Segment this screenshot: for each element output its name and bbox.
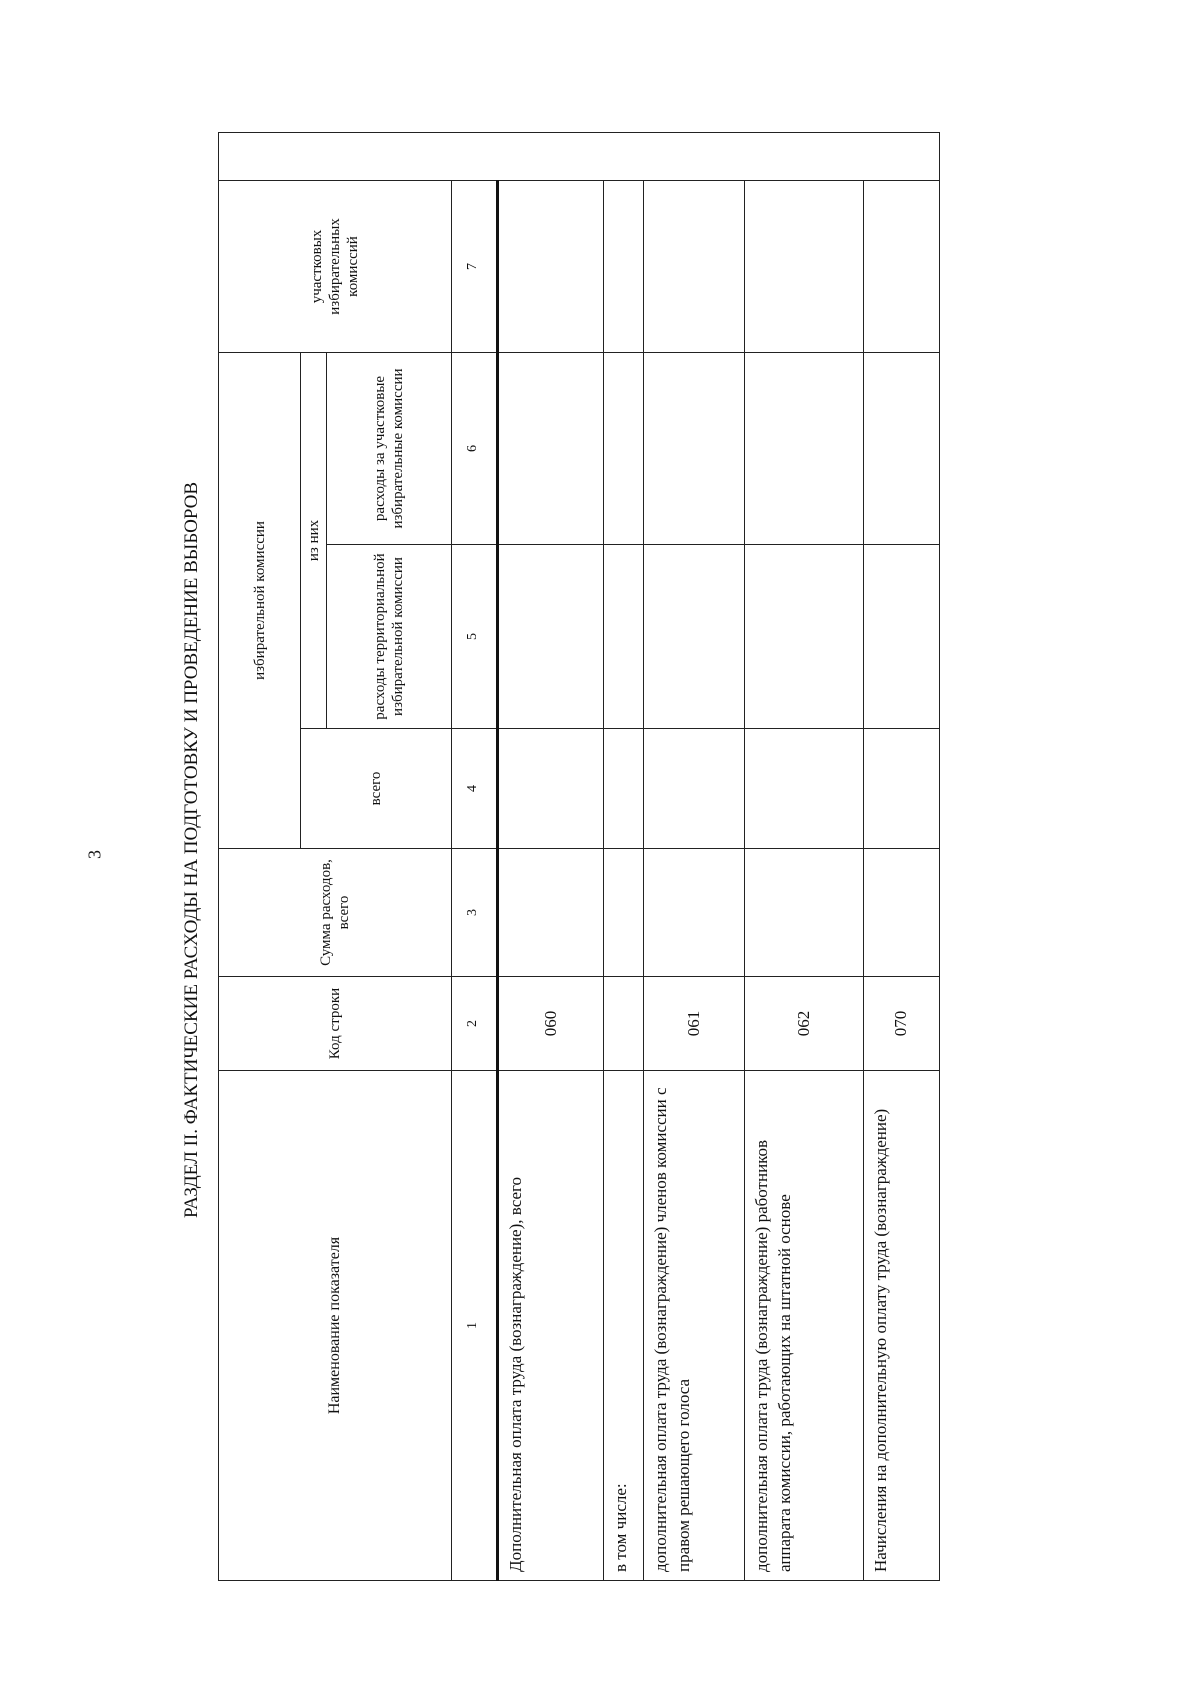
rotated-table-container bbox=[218, 133, 940, 1581]
cell bbox=[863, 180, 939, 352]
row-code: 060 bbox=[498, 977, 604, 1071]
cell bbox=[498, 352, 604, 544]
row-name: дополнительная оплата труда (вознаграждение) работников аппарата комиссии, работающих на штатной основе bbox=[745, 1071, 863, 1581]
column-number-5: 5 bbox=[451, 545, 498, 729]
cell bbox=[498, 849, 604, 977]
header-precinct-expenses: расходы за участковые избирательные комиссии bbox=[326, 352, 451, 544]
section-title-text: РАЗДЕЛ II. ФАКТИЧЕСКИЕ РАСХОДЫ НА ПОДГОТОВКУ И ПРОВЕДЕНИЕ ВЫБОРОВ bbox=[181, 481, 202, 1219]
cell bbox=[643, 180, 744, 352]
cell bbox=[863, 352, 939, 544]
cell bbox=[643, 849, 744, 977]
cell bbox=[745, 849, 863, 977]
table-row bbox=[603, 132, 643, 1580]
cell bbox=[745, 352, 863, 544]
cell bbox=[863, 849, 939, 977]
column-number-1: 1 bbox=[451, 1071, 498, 1581]
column-number-2: 2 bbox=[451, 977, 498, 1071]
header-commission: избирательной комиссии bbox=[219, 352, 301, 848]
cell bbox=[745, 545, 863, 729]
expenses-table bbox=[218, 132, 940, 1581]
column-number-6: 6 bbox=[451, 352, 498, 544]
cell bbox=[603, 352, 643, 544]
header-sum: Сумма расходов, всего bbox=[219, 849, 452, 977]
row-code: 070 bbox=[863, 977, 939, 1071]
cell bbox=[643, 729, 744, 849]
table-row bbox=[745, 132, 863, 1580]
column-number-7: 7 bbox=[451, 180, 498, 352]
table-row bbox=[643, 132, 744, 1580]
table-wrapper bbox=[218, 133, 940, 1581]
row-name: Дополнительная оплата труда (вознаграждение), всего bbox=[498, 1071, 604, 1581]
row-name: Начисления на дополнительную оплату труда (вознаграждение) bbox=[863, 1071, 939, 1581]
cell bbox=[603, 180, 643, 352]
header-code: Код строки bbox=[219, 977, 452, 1071]
column-number-4: 4 bbox=[451, 729, 498, 849]
row-name: в том числе: bbox=[603, 1071, 643, 1581]
row-name: дополнительная оплата труда (вознаграждение) членов комиссии с правом решающего голоса bbox=[643, 1071, 744, 1581]
cell bbox=[643, 545, 744, 729]
cell bbox=[603, 545, 643, 729]
cell bbox=[643, 352, 744, 544]
table-row bbox=[863, 132, 939, 1580]
cell bbox=[745, 729, 863, 849]
cell bbox=[863, 545, 939, 729]
cell bbox=[498, 545, 604, 729]
header-territorial: расходы территориальной избирательной комиссии bbox=[326, 545, 451, 729]
header-of-them: из них bbox=[301, 352, 326, 728]
cell bbox=[498, 180, 604, 352]
row-code: 062 bbox=[745, 977, 863, 1071]
table-row bbox=[498, 132, 604, 1580]
header-name: Наименование показателя bbox=[219, 1071, 452, 1581]
cell bbox=[603, 729, 643, 849]
row-code: 061 bbox=[643, 977, 744, 1071]
header-total: всего bbox=[301, 729, 451, 849]
page-number: 3 bbox=[84, 850, 105, 859]
cell bbox=[498, 729, 604, 849]
cell bbox=[745, 180, 863, 352]
column-number-3: 3 bbox=[451, 849, 498, 977]
cell bbox=[863, 729, 939, 849]
row-code bbox=[603, 977, 643, 1071]
header-precinct: участковых избирательных комиссий bbox=[219, 180, 452, 352]
cell bbox=[603, 849, 643, 977]
margin-cell bbox=[219, 132, 940, 180]
